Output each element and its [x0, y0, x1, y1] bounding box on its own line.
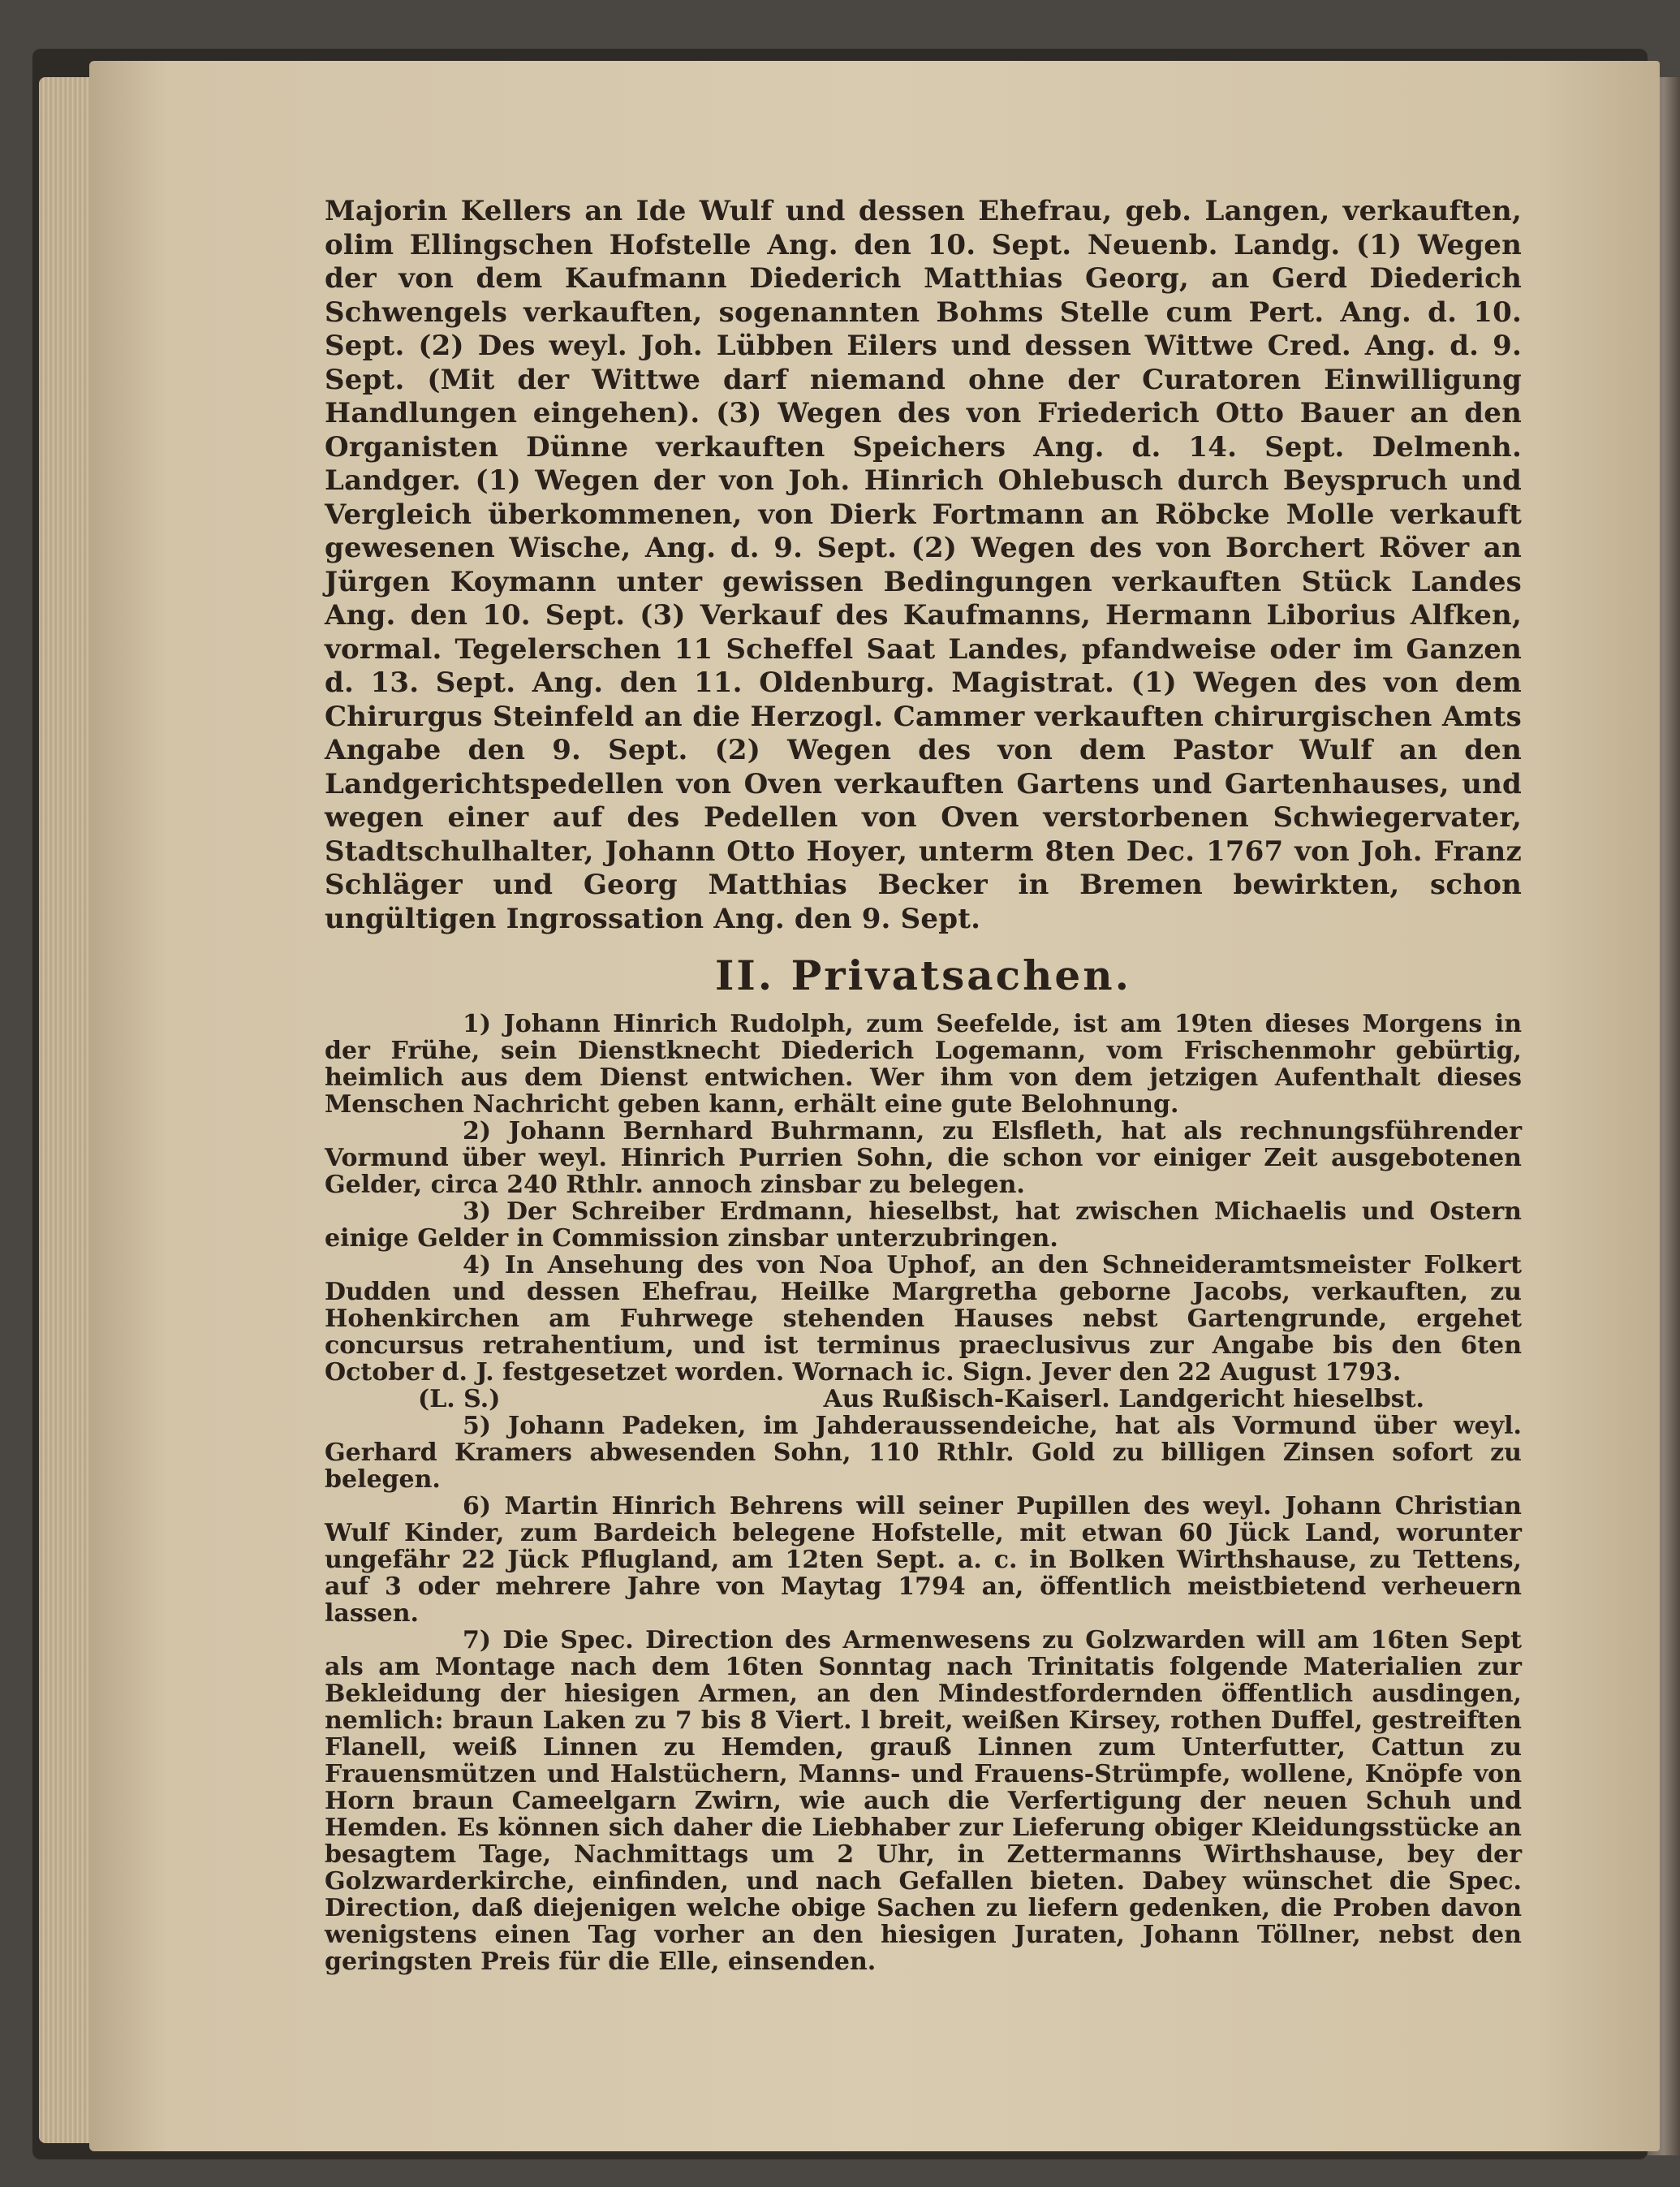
- notice-6: 6) Martin Hinrich Behrens will seiner Pupillen des weyl. Johann Christian Wulf Kinder, zum Bardeich belegene Hofstelle, mit etwan 60 Jück Land, worunter ungefähr 22 Jück Pflugland, am 12ten Sept. a. c. in Bolken Wirthshause, zu Tettens, auf 3 oder mehrere Jahre von Maytag 1794 an, öffentlich meistbietend verheuern lassen.: [325, 1492, 1522, 1628]
- notice-5: 5) Johann Padeken, im Jahderaussendeiche, hat als Vormund über weyl. Gerhard Kramers abwesenden Sohn, 110 Rthlr. Gold zu billigen Zinsen sofort zu belegen.: [325, 1412, 1522, 1494]
- notice-1: 1) Johann Hinrich Rudolph, zum Seefelde, ist am 19ten dieses Morgens in der Frühe, sein Dienstknecht Diederich Logemann, vom Frischenmohr gebürtig, heimlich aus dem Dienst entwichen. Wer ihm von dem jetzigen Aufenthalt dieses Menschen Nachricht geben kann, erhält eine gute Belohnung.: [325, 1010, 1522, 1119]
- upper-paragraph: Majorin Kellers an Ide Wulf und dessen Ehefrau, geb. Langen, verkauften, olim Ellingschen Hofstelle Ang. den 10. Sept. Neuenb. Landg. (1) Wegen der von dem Kaufmann Diederich Matthias Georg, an Gerd Diederich Schwengels verkauften, sogenannten Bohms Stelle cum Pert. Ang. d. 10. Sept. (2) Des weyl. Joh. Lübben Eilers und dessen Wittwe Cred. Ang. d. 9. Sept. (Mit der Wittwe darf niemand ohne der Curatoren Einwilligung Handlungen eingehen). (3) Wegen des von Friederich Otto Bauer an den Organisten Dünne verkauften Speichers Ang. d. 14. Sept. Delmenh. Landger. (1) Wegen der von Joh. Hinrich Ohlebusch durch Beyspruch und Vergleich überkommenen, von Dierk Fortmann an Röbcke Molle verkauft gewesenen Wische, Ang. d. 9. Sept. (2) Wegen des von Borchert Röver an Jürgen Koymann unter gewissen Bedingungen verkauften Stück Landes Ang. den 10. Sept. (3) Verkauf des Kaufmanns, Hermann Liborius Alfken, vormal. Tegelerschen 11 Scheffel Saat Landes, pfandweise oder im Ganzen d. 13. Sept. Ang. den 11. Oldenburg. Magistrat. (1) Wegen des von dem Chirurgus Steinfeld an die Herzogl. Cammer verkauften chirurgischen Amts Angabe den 9. Sept. (2) Wegen des von dem Pastor Wulf an den Landgerichtspedellen von Oven verkauften Gartens und Gartenhauses, und wegen einer auf des Pedellen von Oven verstorbenen Schwiegervater, Stadtschulhalter, Johann Otto Hoyer, unterm 8ten Dec. 1767 von Joh. Franz Schläger und Georg Matthias Becker in Bremen bewirkten, schon ungültigen Ingrossation Ang. den 9. Sept.: [325, 195, 1522, 935]
- notice-3: 3) Der Schreiber Erdmann, hieselbst, hat zwischen Michaelis und Ostern einige Gelder in Commission zinsbar unterzubringen.: [325, 1197, 1522, 1253]
- notice-2: 2) Johann Bernhard Buhrmann, zu Elsfleth, hat als rechnungsführender Vormund über weyl. Hinrich Purrien Sohn, die schon vor einiger Zeit ausgebotenen Gelder, circa 240 Rthlr. annoch zinsbar zu belegen.: [325, 1117, 1522, 1199]
- section-heading: II. Privatsachen.: [715, 951, 1131, 999]
- court-notices-continued: [325, 195, 1522, 936]
- issuing-court: Aus Rußisch-Kaiserl. Landgericht hieselbst.: [823, 1385, 1424, 1413]
- notice-4: 4) In Ansehung des von Noa Uphof, an den Schneideramtsmeister Folkert Dudden und dessen Ehefrau, Heilke Margretha geborne Jacobs, verkauften, zu Hohenkirchen am Fuhrwege stehenden Hauses nebst Gartengrunde, ergehet concursus retrahentium, und ist terminus praeclusivus zur Angabe bis den 6ten October d. J. festgesetzet worden. Wornach ic. Sign. Jever den 22 August 1793.: [325, 1251, 1522, 1387]
- seal-line: [325, 1386, 1522, 1413]
- seal-mark: (L. S.): [418, 1385, 501, 1413]
- notice-7: 7) Die Spec. Direction des Armenwesens zu Golzwarden will am 16ten Sept als am Montage nach dem 16ten Sonntag nach Trinitatis folgende Materialien zur Bekleidung der hiesigen Armen, an den Mindestfordernden öffentlich ausdingen, nemlich: braun Laken zu 7 bis 8 Viert. l breit, weißen Kirsey, rothen Duffel, gestreiften Flanell, weiß Linnen zu Hemden, grauß Linnen zum Unterfutter, Cattun zu Frauensmützen und Halstüchern, Manns- und Frauens-Strümpfe, wollene, Knöpfe von Horn braun Cameelgarn Zwirn, wie auch die Verfertigung der neuen Schuh und Hemden. Es können sich daher die Liebhaber zur Lieferung obiger Kleidungsstücke an besagtem Tage, Nachmittags um 2 Uhr, in Zettermanns Wirthshause, bey der Golzwarderkirche, einfinden, und nach Gefallen bieten. Dabey wünschet die Spec. Direction, daß diejenigen welche obige Sachen zu liefern gedenken, die Proben davon wenigstens einen Tag vorher an den hiesigen Juraten, Johann Töllner, nebst den geringsten Preis für die Elle, einsenden.: [325, 1626, 1522, 1976]
- page-text-block: [325, 195, 1522, 1975]
- private-notices: [325, 1011, 1522, 1975]
